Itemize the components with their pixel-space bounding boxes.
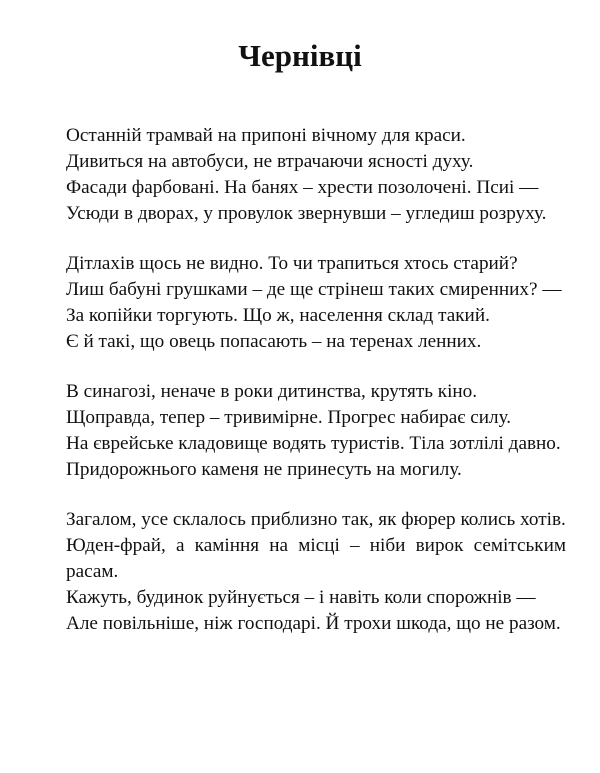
poem-line: Але повільніше, ніж господарі. Й трохи шкода, що не разом.: [66, 613, 561, 634]
poem-line: Щоправда, тепер – тривимірне. Прогрес набирає силу.: [66, 407, 512, 428]
poem-line: На єврейське кладовище водять туристів. Тіла зотлілі давно.: [66, 433, 561, 454]
poem-line: Усюди в дворах, у провулок звернувши – угледиш розруху.: [66, 203, 547, 224]
poem-line: Останній трамвай на припоні вічному для краси.: [66, 125, 466, 146]
poem-line: Дітлахів щось не видно. То чи трапиться хтось старий?: [66, 253, 518, 274]
stanza-2: [66, 251, 566, 355]
stanza-1: [66, 123, 566, 227]
poem-line: Загалом, усе склалось приблизно так, як фюрер колись хотів.: [66, 509, 566, 530]
poem-line: Є й такі, що овець попасають – на теренах ленних.: [66, 331, 482, 352]
poem-line: Кажуть, будинок руйнується – і навіть коли спорожнів —: [66, 587, 536, 608]
poem-line: За копійки торгують. Що ж, населення склад такий.: [66, 305, 490, 326]
poem-body: [66, 123, 566, 661]
poem-title: Чернівці: [238, 38, 362, 73]
poem-line: Лиш бабуні грушками – де ще стрінеш таких смиренних? —: [66, 279, 562, 300]
poem-line: Дивиться на автобуси, не втрачаючи ясності духу.: [66, 151, 474, 172]
stanza-3: [66, 379, 566, 483]
poem-line: Фасади фарбовані. На банях – хрести позолочені. Псиі —: [66, 177, 539, 198]
poem-line: В синагозі, неначе в роки дитинства, крутять кіно.: [66, 381, 478, 402]
stanza-4: [66, 507, 566, 637]
poem-line: Юден-фрай, а каміння на місці – ніби вирок семітським расам.: [66, 535, 566, 582]
poem-line: Придорожнього каменя не принесуть на могилу.: [66, 459, 462, 480]
